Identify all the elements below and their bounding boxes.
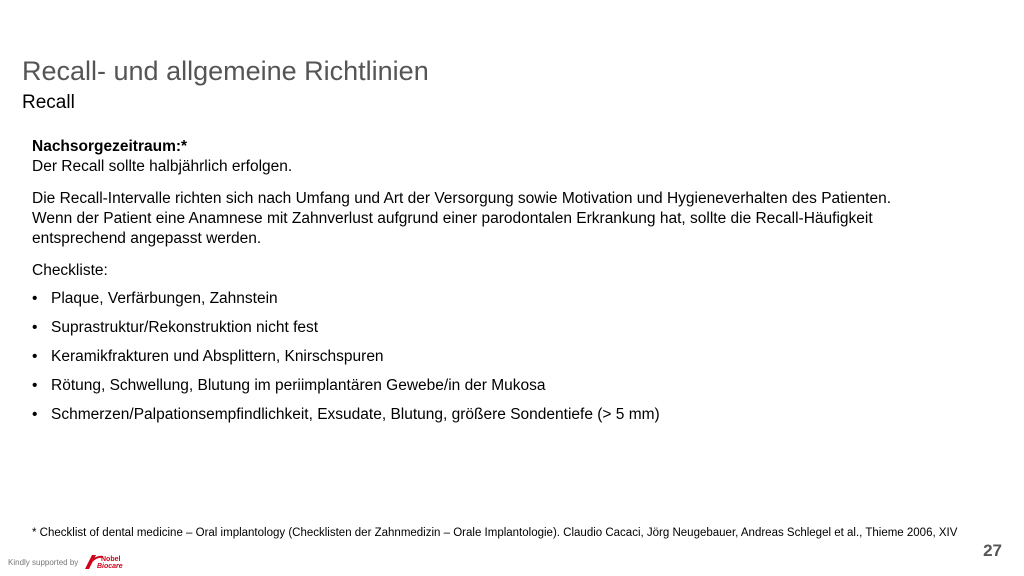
paragraph-recall: Der Recall sollte halbjährlich erfolgen. xyxy=(32,158,293,175)
slide-title: Recall- und allgemeine Richtlinien xyxy=(22,56,429,86)
list-item-text: Schmerzen/Palpationsempfindlichkeit, Exsudate, Blutung, größere Sondentiefe (> 5 mm) xyxy=(51,406,660,423)
list-item xyxy=(32,405,1002,425)
list-item-text: Keramikfrakturen und Absplittern, Knirschspuren xyxy=(51,348,384,365)
nobel-biocare-logo-icon xyxy=(83,553,133,571)
bullet-icon: • xyxy=(32,406,38,423)
section-heading: Nachsorgezeitraum:* xyxy=(32,138,188,155)
list-item-text: Suprastruktur/Rekonstruktion nicht fest xyxy=(51,319,319,336)
footnote: * Checklist of dental medicine – Oral implantology (Checklisten der Zahnmedizin – Orale Implantologie). Claudio Cacaci, Jörg Neugebauer, Andreas Schlegel et al., Thieme 2006, XIV xyxy=(32,527,958,539)
slide-content xyxy=(32,137,1002,434)
list-item xyxy=(32,289,1002,309)
checklist xyxy=(32,289,1002,425)
paragraph-line: Wenn der Patient eine Anamnese mit Zahnverlust aufgrund einer parodontalen Erkrankung hat, sollte die Recall-Häufigkeit xyxy=(32,210,873,227)
list-item xyxy=(32,347,1002,367)
sponsor-label: Kindly supported by xyxy=(8,557,79,567)
svg-text:Nobel: Nobel xyxy=(101,556,121,563)
bullet-icon: • xyxy=(32,377,38,394)
sponsor-credit xyxy=(8,553,133,571)
list-item xyxy=(32,318,1002,338)
svg-text:Biocare: Biocare xyxy=(97,563,123,570)
slide-subtitle: Recall xyxy=(22,92,75,113)
page-number: 27 xyxy=(983,541,1002,560)
list-item-text: Plaque, Verfärbungen, Zahnstein xyxy=(51,290,278,307)
paragraph-line: entsprechend angepasst werden. xyxy=(32,230,262,247)
paragraph-intervals xyxy=(32,189,1002,249)
bullet-icon: • xyxy=(32,319,38,336)
paragraph-line: Die Recall-Intervalle richten sich nach Umfang und Art der Versorgung sowie Motivation und Hygieneverhalten des Patienten. xyxy=(32,190,892,207)
list-item xyxy=(32,376,1002,396)
checklist-label: Checkliste: xyxy=(32,262,108,279)
list-item-text: Rötung, Schwellung, Blutung im periimplantären Gewebe/in der Mukosa xyxy=(51,377,546,394)
bullet-icon: • xyxy=(32,348,38,365)
bullet-icon: • xyxy=(32,290,38,307)
